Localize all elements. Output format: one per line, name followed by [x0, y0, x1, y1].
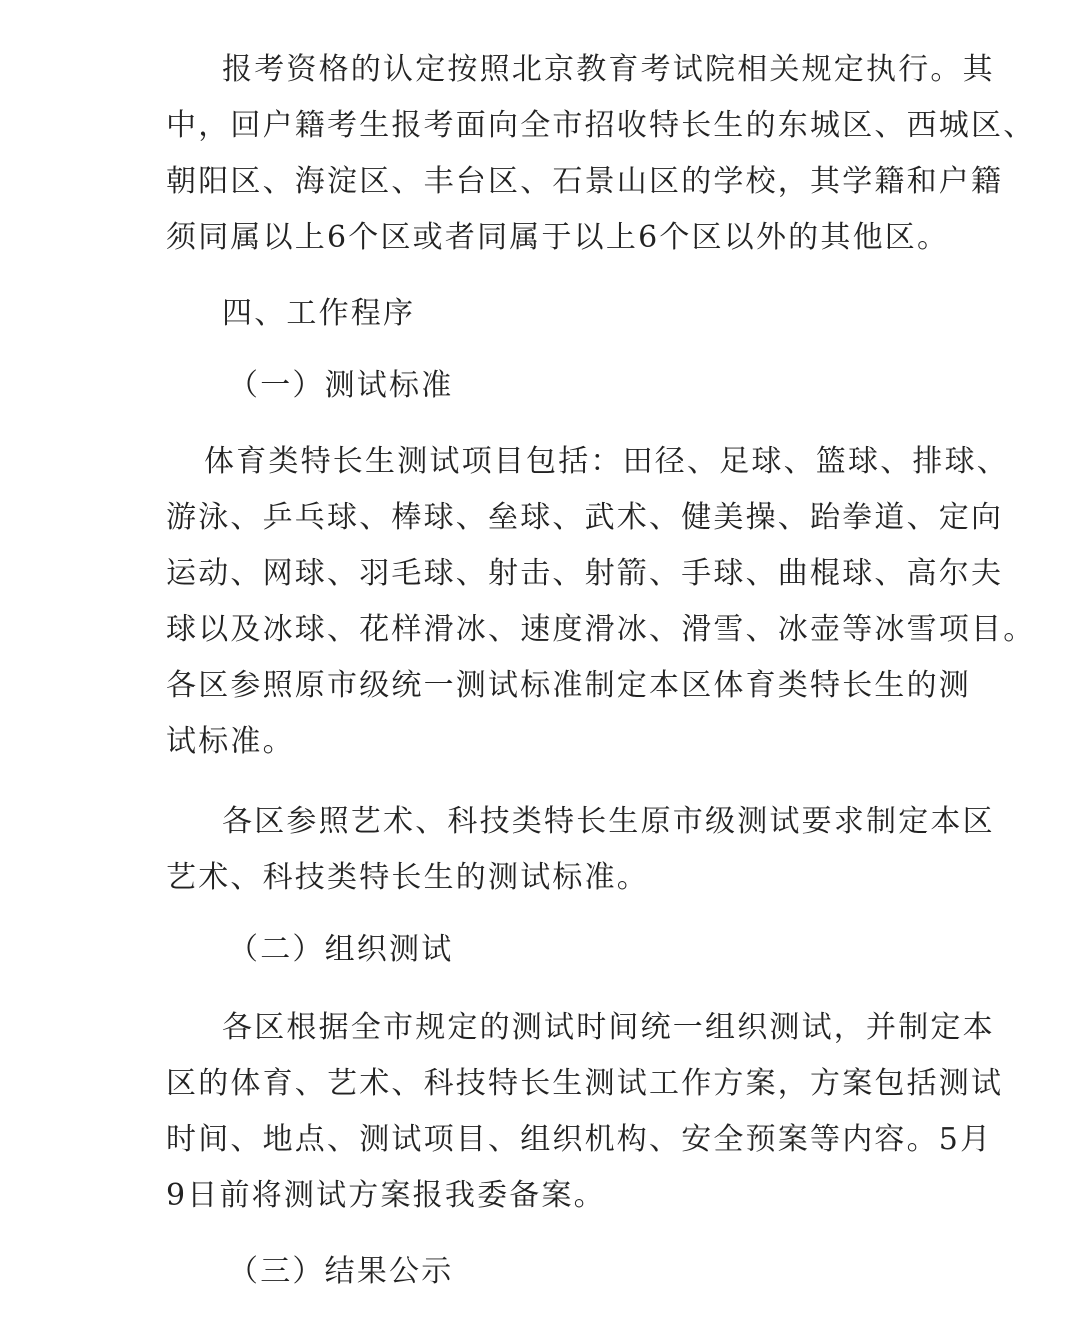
subsection-1-heading: （一）测试标准: [228, 368, 454, 403]
para-eligibility-line-4: 须同属以上6个区或者同属于以上6个区以外的其他区。: [166, 220, 950, 255]
para-sports-line-3: 运动、网球、羽毛球、射击、射箭、手球、曲棍球、高尔夫: [166, 556, 1004, 591]
subsection-2-heading: （二）组织测试: [228, 932, 454, 967]
para-eligibility-line-3: 朝阳区、海淀区、丰台区、石景山区的学校，其学籍和户籍: [166, 164, 1004, 199]
para-sports-line-2: 游泳、乒乓球、棒球、垒球、武术、健美操、跆拳道、定向: [166, 500, 1004, 535]
para-eligibility-line-1: 报考资格的认定按照北京教育考试院相关规定执行。其: [222, 52, 995, 87]
para-sports-line-5: 各区参照原市级统一测试标准制定本区体育类特长生的测: [166, 668, 971, 703]
para-eligibility-line-2: 中，回户籍考生报考面向全市招收特长生的东城区、西城区、: [166, 108, 1036, 143]
para-sports-line-6: 试标准。: [166, 724, 295, 759]
subsection-3-heading: （三）结果公示: [228, 1254, 454, 1289]
para-org-line-2: 区的体育、艺术、科技特长生测试工作方案，方案包括测试: [166, 1066, 1004, 1101]
para-org-line-3: 时间、地点、测试项目、组织机构、安全预案等内容。5月: [166, 1122, 993, 1157]
para-org-line-4: 9日前将测试方案报我委备案。: [166, 1178, 606, 1213]
section-4-heading: 四、工作程序: [222, 296, 416, 331]
para-arts-line-2: 艺术、科技类特长生的测试标准。: [166, 860, 649, 895]
para-org-line-1: 各区根据全市规定的测试时间统一组织测试，并制定本: [222, 1010, 995, 1045]
para-arts-line-1: 各区参照艺术、科技类特长生原市级测试要求制定本区: [222, 804, 995, 839]
para-sports-line-1: 体育类特长生测试项目包括：田径、足球、篮球、排球、: [204, 444, 1009, 479]
para-sports-line-4: 球以及冰球、花样滑冰、速度滑冰、滑雪、冰壶等冰雪项目。: [166, 612, 1036, 647]
